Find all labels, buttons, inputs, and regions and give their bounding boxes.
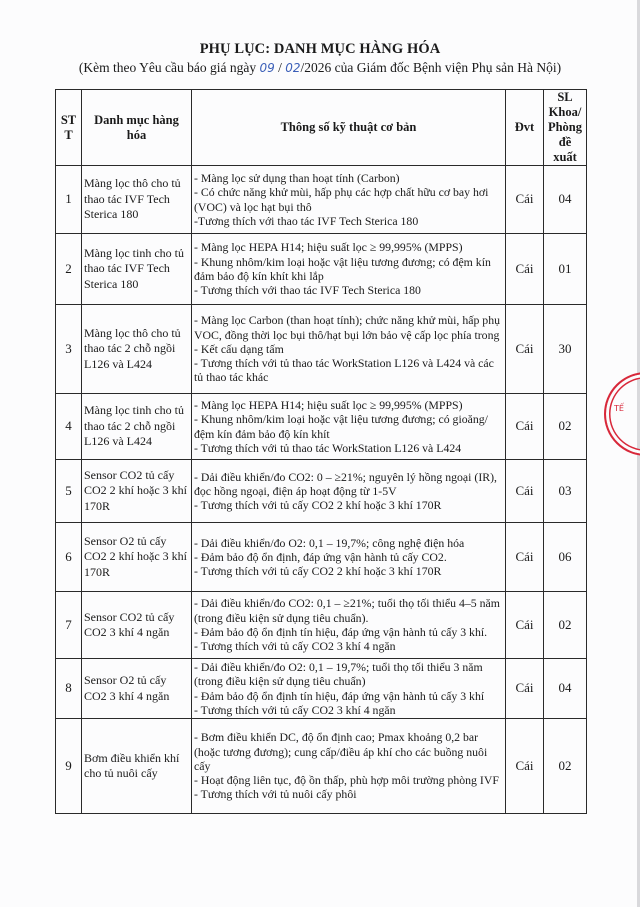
table-row bbox=[56, 394, 587, 460]
row-number: 7 bbox=[56, 592, 82, 659]
table-row bbox=[56, 592, 587, 659]
item-name: Sensor CO2 tủ cấy CO2 2 khí hoặc 3 khí 170R bbox=[82, 460, 192, 523]
item-name: Sensor O2 tủ cấy CO2 3 khí 4 ngăn bbox=[82, 659, 192, 719]
spec-line: - Hoạt động liên tục, độ ồn thấp, phù hợp môi trường phòng IVF bbox=[194, 773, 499, 788]
item-specification bbox=[192, 719, 506, 814]
item-unit: Cái bbox=[506, 523, 544, 592]
item-quantity: 06 bbox=[544, 523, 587, 592]
spec-line: - Dải điều khiển/đo CO2: 0 – ≥21%; nguyên lý hồng ngoại (IR), đọc hồng ngoại, điện áp hoạt động từ 1-5V bbox=[194, 469, 497, 498]
item-name: Sensor CO2 tủ cấy CO2 3 khí 4 ngăn bbox=[82, 592, 192, 659]
spec-line: - Đảm bảo độ ổn định tín hiệu, đáp ứng vận hành tủ cấy 3 khí. bbox=[194, 625, 488, 639]
item-name: Màng lọc thô cho tủ thao tác IVF Tech Sterica 180 bbox=[82, 166, 192, 234]
spec-line: - Tương thích với tủ thao tác WorkStation L126 và L424 và các tủ thao tác khác bbox=[194, 356, 494, 385]
table-row bbox=[56, 659, 587, 719]
spec-line: -Tương thích với thao tác IVF Tech Sterica 180 bbox=[194, 213, 419, 228]
row-number: 9 bbox=[56, 719, 82, 814]
item-quantity: 02 bbox=[544, 394, 587, 460]
spec-line: - Tương thích với tủ cấy CO2 3 khí 4 ngăn bbox=[194, 639, 396, 654]
spec-line: - Đảm bảo độ ổn định tín hiệu, đáp ứng vận hành tủ cấy 3 khí bbox=[194, 688, 485, 703]
spec-line: - Màng lọc Carbon (than hoạt tính); chức năng khử mùi, hấp phụ VOC, đồng thời lọc bụi thô/hạt bụi lớn bảo vệ cấp lọc phía trong bbox=[194, 313, 501, 342]
item-specification bbox=[192, 305, 506, 394]
spec-line: - Tương thích với tủ thao tác WorkStation L126 và L424 bbox=[194, 440, 462, 455]
handwritten-day: 09 bbox=[259, 61, 275, 75]
item-specification bbox=[192, 523, 506, 592]
spec-line: - Tương thích với tủ cấy CO2 2 khí hoặc 3 khí 170R bbox=[194, 564, 442, 579]
item-quantity: 03 bbox=[544, 460, 587, 523]
item-name: Màng lọc tinh cho tủ thao tác 2 chỗ ngồi L126 và L424 bbox=[82, 394, 192, 460]
item-quantity: 30 bbox=[544, 305, 587, 394]
spec-line: - Màng lọc sử dụng than hoạt tính (Carbon) bbox=[194, 170, 400, 185]
subtitle-suffix: /2026 của Giám đốc Bệnh viện Phụ sản Hà Nội) bbox=[300, 60, 562, 75]
spec-line: - Màng lọc HEPA H14; hiệu suất lọc ≥ 99,995% (MPPS) bbox=[194, 240, 463, 255]
item-quantity: 04 bbox=[544, 659, 587, 719]
table-row bbox=[56, 460, 587, 523]
item-specification bbox=[192, 234, 506, 305]
item-unit: Cái bbox=[506, 305, 544, 394]
item-quantity: 01 bbox=[544, 234, 587, 305]
spec-line: - Dải điều khiển/đo O2: 0,1 – 19,7%; tuổi thọ tối thiểu 3 năm (trong điều kiện sử dụng tiêu chuẩn) bbox=[194, 659, 483, 689]
table-row bbox=[56, 234, 587, 305]
item-quantity: 04 bbox=[544, 166, 587, 234]
spec-line: - Khung nhôm/kim loại hoặc vật liệu tương đương; có đệm kín đảm bảo độ kín khít khi lắp bbox=[194, 254, 491, 283]
table-row bbox=[56, 523, 587, 592]
item-unit: Cái bbox=[506, 460, 544, 523]
handwritten-month: 02 bbox=[285, 61, 301, 75]
item-specification bbox=[192, 460, 506, 523]
item-unit: Cái bbox=[506, 592, 544, 659]
item-unit: Cái bbox=[506, 234, 544, 305]
item-name: Sensor O2 tủ cấy CO2 2 khí hoặc 3 khí 170R bbox=[82, 523, 192, 592]
item-unit: Cái bbox=[506, 394, 544, 460]
row-number: 6 bbox=[56, 523, 82, 592]
header-stt: ST T bbox=[56, 90, 82, 166]
table-row bbox=[56, 166, 587, 234]
item-unit: Cái bbox=[506, 719, 544, 814]
item-unit: Cái bbox=[506, 659, 544, 719]
spec-line: - Có chức năng khử mùi, hấp phụ các hợp chất hữu cơ bay hơi (VOC) và lọc hạt bụi thô bbox=[194, 185, 489, 214]
row-number: 4 bbox=[56, 394, 82, 460]
item-specification bbox=[192, 592, 506, 659]
item-unit: Cái bbox=[506, 166, 544, 234]
header-spec: Thông số kỹ thuật cơ bản bbox=[192, 90, 506, 166]
spec-line: - Khung nhôm/kim loại hoặc vật liệu tương đương; có gioăng/đệm kín đảm bảo độ kín khít bbox=[194, 412, 488, 441]
row-number: 5 bbox=[56, 460, 82, 523]
spec-line: - Dải điều khiển/đo O2: 0,1 – 19,7%; công nghệ điện hóa bbox=[194, 535, 465, 550]
spec-line: - Đảm bảo độ ổn định, đáp ứng vận hành tủ cấy CO2. bbox=[194, 549, 447, 564]
table-row bbox=[56, 305, 587, 394]
spec-line: - Tương thích với tủ cấy CO2 3 khí 4 ngăn bbox=[194, 702, 396, 717]
item-quantity: 02 bbox=[544, 719, 587, 814]
document-subtitle bbox=[0, 60, 640, 76]
row-number: 3 bbox=[56, 305, 82, 394]
spec-line: - Tương thích với tủ cấy CO2 2 khí hoặc 3 khí 170R bbox=[194, 498, 442, 513]
header-unit: Đvt bbox=[506, 90, 544, 166]
item-name: Màng lọc tinh cho tủ thao tác IVF Tech Sterica 180 bbox=[82, 234, 192, 305]
item-quantity: 02 bbox=[544, 592, 587, 659]
row-number: 2 bbox=[56, 234, 82, 305]
item-name: Màng lọc thô cho tủ thao tác 2 chỗ ngồi L126 và L424 bbox=[82, 305, 192, 394]
row-number: 1 bbox=[56, 166, 82, 234]
table-header-row bbox=[56, 90, 587, 166]
table-row bbox=[56, 719, 587, 814]
spec-line: - Tương thích với thao tác IVF Tech Sterica 180 bbox=[194, 283, 421, 298]
item-specification bbox=[192, 166, 506, 234]
item-name: Bơm điều khiển khí cho tủ nuôi cấy bbox=[82, 719, 192, 814]
header-qty: SL Khoa/ Phòng đề xuất bbox=[544, 90, 587, 166]
spec-line: - Bơm điều khiển DC, độ ổn định cao; Pmax khoảng 0,2 bar (hoặc tương đương); cung cấp/điều áp khí cho các buồng nuôi cấy bbox=[194, 730, 488, 773]
subtitle-prefix: (Kèm theo Yêu cầu báo giá ngày bbox=[78, 60, 260, 75]
spec-line: - Kết cấu dạng tấm bbox=[194, 341, 284, 356]
spec-line: - Màng lọc HEPA H14; hiệu suất lọc ≥ 99,995% (MPPS) bbox=[194, 397, 463, 412]
date-separator: / bbox=[274, 60, 286, 75]
spec-line: - Dải điều khiển/đo CO2: 0,1 – ≥21%; tuổi thọ tối thiểu 4–5 năm (trong điều kiện sử dụng tiêu chuẩn). bbox=[194, 596, 500, 625]
spec-line: - Tương thích với tủ nuôi cấy phôi bbox=[194, 787, 357, 802]
stamp-text: TẾ bbox=[614, 404, 624, 413]
row-number: 8 bbox=[56, 659, 82, 719]
document-title: PHỤ LỤC: DANH MỤC HÀNG HÓA bbox=[199, 41, 441, 57]
item-specification bbox=[192, 394, 506, 460]
header-name: Danh mục hàng hóa bbox=[82, 90, 192, 166]
item-specification bbox=[192, 659, 506, 719]
goods-table bbox=[55, 89, 587, 814]
red-seal-stamp bbox=[604, 372, 640, 456]
